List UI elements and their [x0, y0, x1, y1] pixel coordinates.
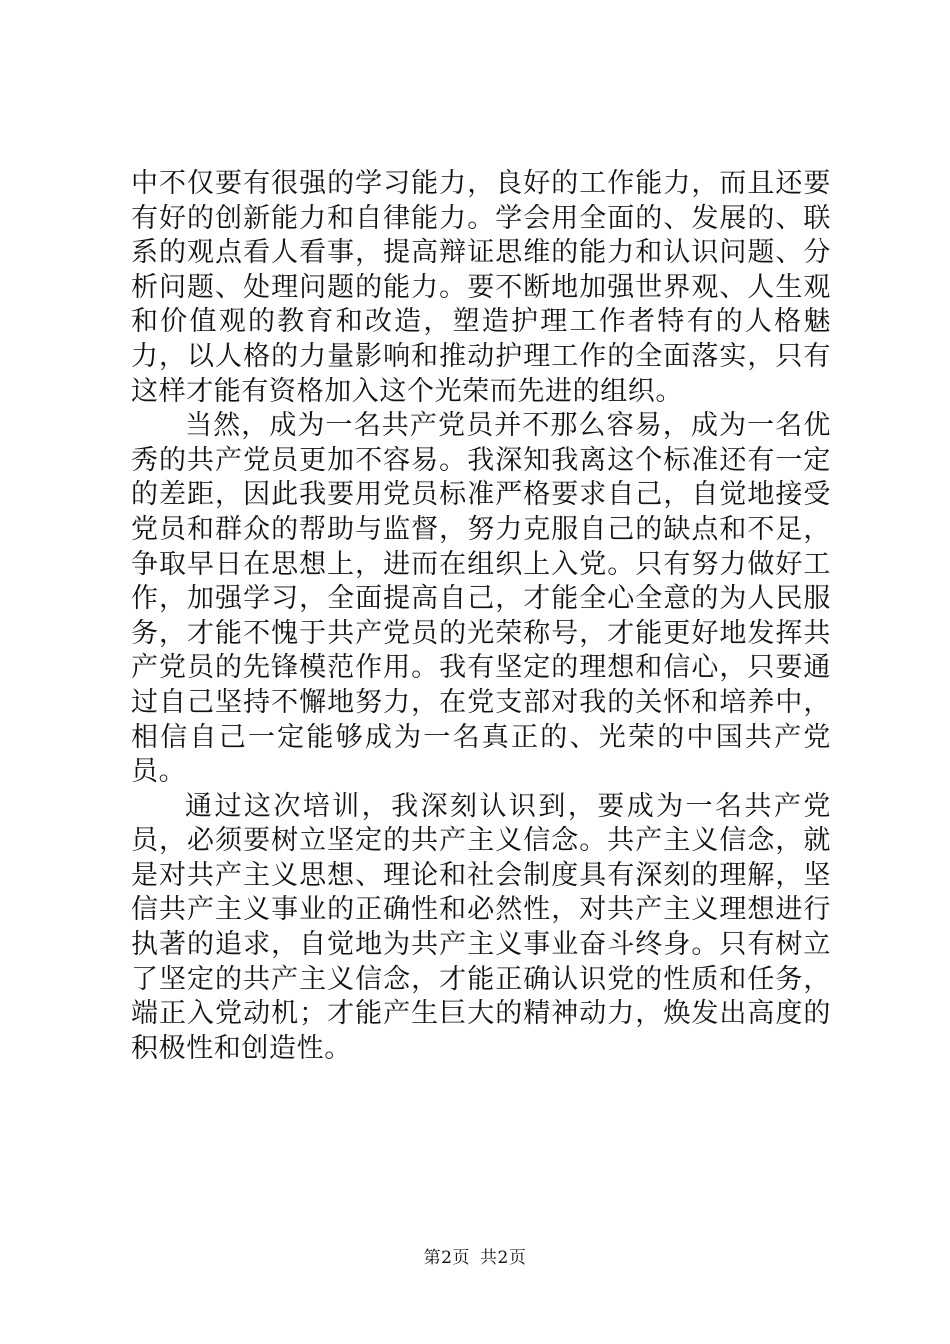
page-footer	[0, 1243, 950, 1268]
paragraph-commitment: 当然，成为一名共产党员并不那么容易，成为一名优秀的共产党员更加不容易。我深知我离这个标准还有一定的差距，因此我要用党员标准严格要求自己，自觉地接受党员和群众的帮助与监督，努力克服自己的缺点和不足，争取早日在思想上，进而在组织上入党。只有努力做好工作，加强学习，全面提高自己，才能全心全意的为人民服务，才能不愧于共产党员的光荣称号，才能更好地发挥共产党员的先锋模范作用。我有坚定的理想和信心，只要通过自己坚持不懈地努力，在党支部对我的关怀和培养中，相信自己一定能够成为一名真正的、光荣的中国共产党员。	[131, 410, 831, 788]
page-number-total: 共2页	[480, 1248, 527, 1268]
paragraph-continuation: 中不仅要有很强的学习能力，良好的工作能力，而且还要有好的创新能力和自律能力。学会用全面的、发展的、联系的观点看人看事，提高辩证思维的能力和认识问题、分析问题、处理问题的能力。要不断地加强世界观、人生观和价值观的教育和改造，塑造护理工作者特有的人格魅力，以人格的力量影响和推动护理工作的全面落实，只有这样才能有资格加入这个光荣而先进的组织。	[131, 168, 831, 407]
paragraph-training-reflection: 通过这次培训，我深刻认识到，要成为一名共产党员，必须要树立坚定的共产主义信念。共产主义信念，就是对共产主义思想、理论和社会制度具有深刻的理解，坚信共产主义事业的正确性和必然性，对共产主义理想进行执著的追求，自觉地为共产主义事业奋斗终身。只有树立了坚定的共产主义信念，才能正确认识党的性质和任务，端正入党动机；才能产生巨大的精神动力，焕发出高度的积极性和创造性。	[131, 790, 831, 1064]
document-body	[131, 167, 831, 1066]
page-number-current: 第2页	[423, 1248, 470, 1268]
